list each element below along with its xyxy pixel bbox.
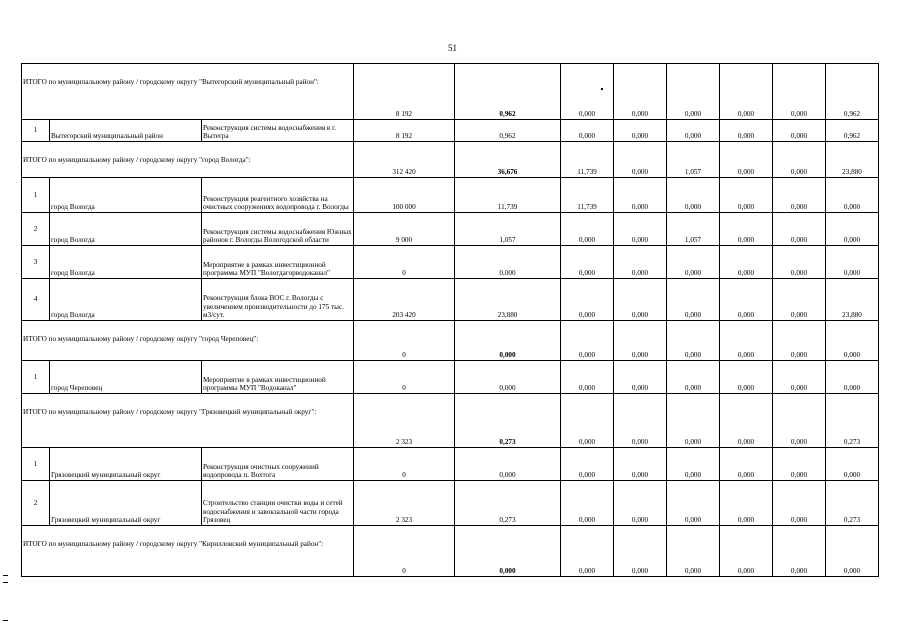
total-row — [22, 321, 879, 361]
value-cell: 0,000 — [561, 321, 614, 361]
project-cell: Реконструкция блока ВОС г. Вологды с увеличением производительности до 175 тыс. м3/сут. — [202, 279, 354, 321]
item-row — [22, 120, 879, 142]
value-cell: 0,000 — [773, 120, 826, 142]
value-cell: 11,739 — [455, 178, 561, 213]
value-cell: 0,000 — [667, 279, 720, 321]
municipality-cell: город Вологда — [50, 213, 202, 246]
value-cell: 0,000 — [826, 213, 879, 246]
value-cell: 0,273 — [826, 394, 879, 448]
value-cell: 0,000 — [667, 448, 720, 481]
value-cell: 0,000 — [720, 120, 773, 142]
margin-mark-lower — [3, 620, 8, 621]
value-cell: 1,057 — [667, 213, 720, 246]
total-row — [22, 64, 879, 120]
value-cell: 23,880 — [455, 279, 561, 321]
municipality-cell: Вытегорский муниципальный район — [50, 120, 202, 142]
value-cell: 0,000 — [720, 142, 773, 178]
project-cell: Реконструкция реагентного хозяйства на очистных сооружениях водопровода г. Вологды — [202, 178, 354, 213]
value-cell: 0,000 — [720, 526, 773, 577]
total-row — [22, 526, 879, 577]
row-number: 2 — [22, 213, 50, 246]
value-cell: 0,000 — [773, 246, 826, 279]
project-cell: Мероприятие в рамках инвестиционной программы МУП "Вологдагорводоканал" — [202, 246, 354, 279]
value-cell: 2 323 — [354, 394, 455, 448]
value-cell: 0,000 — [614, 321, 667, 361]
value-cell: 0,000 — [667, 394, 720, 448]
value-cell: 0 — [354, 361, 455, 394]
value-cell: 0,000 — [561, 246, 614, 279]
value-cell: 0 — [354, 246, 455, 279]
value-cell: 0,000 — [773, 526, 826, 577]
value-cell: 0,000 — [826, 361, 879, 394]
municipality-cell: Грязовецкий муниципальный округ — [50, 448, 202, 481]
item-row — [22, 213, 879, 246]
value-cell: 0,000 — [826, 321, 879, 361]
value-cell: 0,000 — [826, 526, 879, 577]
margin-mark — [3, 575, 8, 583]
value-cell: 0,000 — [720, 481, 773, 526]
municipality-cell: город Вологда — [50, 178, 202, 213]
value-cell: 0,962 — [455, 64, 561, 120]
value-cell: 0,000 — [614, 361, 667, 394]
item-row — [22, 448, 879, 481]
value-cell: 0,273 — [455, 481, 561, 526]
row-number: 1 — [22, 448, 50, 481]
total-row — [22, 142, 879, 178]
value-cell: 0 — [354, 448, 455, 481]
item-row — [22, 481, 879, 526]
value-cell: 0,000 — [667, 526, 720, 577]
municipality-cell: город Вологда — [50, 246, 202, 279]
value-cell: 0,000 — [773, 142, 826, 178]
value-cell: 0,000 — [667, 120, 720, 142]
value-cell: 0,000 — [561, 213, 614, 246]
value-cell: 11,739 — [561, 142, 614, 178]
value-cell: 23,880 — [826, 142, 879, 178]
value-cell: 1,057 — [667, 142, 720, 178]
project-cell: Реконструкция системы водоснабжения в г. Вытегра — [202, 120, 354, 142]
value-cell: 0,000 — [720, 213, 773, 246]
value-cell: 0,000 — [614, 142, 667, 178]
value-cell: 0,000 — [561, 526, 614, 577]
municipality-cell: Грязовецкий муниципальный округ — [50, 481, 202, 526]
value-cell: 0,000 — [561, 361, 614, 394]
value-cell: 0,000 — [773, 213, 826, 246]
value-cell: 0,000 — [455, 361, 561, 394]
value-cell: 9 000 — [354, 213, 455, 246]
total-label: ИТОГО по муниципальному району / городскому округу "город Череповец": — [23, 335, 259, 343]
project-cell: Реконструкция системы водоснабжения Южных районов г. Вологды Вологодской области — [202, 213, 354, 246]
value-cell: 0,000 — [720, 178, 773, 213]
value-cell: 0,000 — [561, 120, 614, 142]
value-cell: 2 323 — [354, 481, 455, 526]
value-cell: 0,000 — [826, 246, 879, 279]
value-cell: 0,000 — [614, 394, 667, 448]
value-cell: 0,962 — [826, 120, 879, 142]
total-row — [22, 394, 879, 448]
value-cell: 0,000 — [561, 64, 614, 120]
value-cell: 0,000 — [614, 64, 667, 120]
value-cell: 0,000 — [667, 321, 720, 361]
item-row — [22, 279, 879, 321]
value-cell: 11,739 — [561, 178, 614, 213]
value-cell: 0,000 — [614, 246, 667, 279]
row-number: 1 — [22, 178, 50, 213]
value-cell: 0,000 — [455, 321, 561, 361]
value-cell: 0,000 — [773, 64, 826, 120]
value-cell: 312 420 — [354, 142, 455, 178]
value-cell: 0,000 — [773, 178, 826, 213]
value-cell: 0,000 — [720, 279, 773, 321]
project-cell: Строительство станции очистки воды и сетей водоснабжения и завокзальной части города Грязовец — [202, 481, 354, 526]
value-cell: 0,000 — [667, 64, 720, 120]
value-cell: 8 192 — [354, 120, 455, 142]
value-cell: 0,000 — [561, 481, 614, 526]
municipality-cell: город Череповец — [50, 361, 202, 394]
row-number: 2 — [22, 481, 50, 526]
value-cell: 0,000 — [667, 481, 720, 526]
total-label: ИТОГО по муниципальному району / городскому округу "Грязовецкий муниципальный округ": — [23, 408, 317, 416]
value-cell: 0,000 — [667, 246, 720, 279]
value-cell: 0,000 — [720, 321, 773, 361]
value-cell: 0,962 — [455, 120, 561, 142]
value-cell: 0,000 — [773, 279, 826, 321]
row-number: 1 — [22, 361, 50, 394]
row-number: 3 — [22, 246, 50, 279]
value-cell: 0,273 — [455, 394, 561, 448]
item-row — [22, 361, 879, 394]
value-cell: 0,273 — [826, 481, 879, 526]
value-cell: 0,000 — [614, 481, 667, 526]
value-cell: 1,057 — [455, 213, 561, 246]
value-cell: 0,000 — [455, 448, 561, 481]
row-number: 4 — [22, 279, 50, 321]
value-cell: 0 — [354, 321, 455, 361]
value-cell: 0,962 — [826, 64, 879, 120]
total-label: ИТОГО по муниципальному району / городскому округу "Вытегорский муниципальный район": — [23, 78, 319, 86]
value-cell: 8 192 — [354, 64, 455, 120]
value-cell: 100 000 — [354, 178, 455, 213]
item-row — [22, 178, 879, 213]
value-cell: 0,000 — [773, 394, 826, 448]
value-cell: 0,000 — [720, 246, 773, 279]
value-cell: 36,676 — [455, 142, 561, 178]
municipality-cell: город Вологда — [50, 279, 202, 321]
value-cell: 0,000 — [720, 448, 773, 481]
value-cell: 0,000 — [455, 246, 561, 279]
value-cell: 0,000 — [720, 361, 773, 394]
value-cell: 0,000 — [561, 394, 614, 448]
value-cell: 0,000 — [561, 279, 614, 321]
value-cell: 0,000 — [561, 448, 614, 481]
value-cell: 0 — [354, 526, 455, 577]
value-cell: 203 420 — [354, 279, 455, 321]
value-cell: 23,880 — [826, 279, 879, 321]
value-cell: 0,000 — [614, 526, 667, 577]
value-cell: 0,000 — [614, 448, 667, 481]
row-number: 1 — [22, 120, 50, 142]
value-cell: 0,000 — [826, 448, 879, 481]
value-cell: 0,000 — [614, 120, 667, 142]
value-cell: 0,000 — [773, 321, 826, 361]
item-row — [22, 246, 879, 279]
total-label: ИТОГО по муниципальному району / городскому округу "город Вологда": — [23, 156, 251, 164]
value-cell: 0,000 — [614, 213, 667, 246]
project-cell: Мероприятие в рамках инвестиционной программы МУП "Водоканал" — [202, 361, 354, 394]
value-cell: 0,000 — [773, 448, 826, 481]
project-cell: Реконструкция очистных сооружений водопровода п. Вохтога — [202, 448, 354, 481]
value-cell: 0,000 — [667, 178, 720, 213]
funding-table — [21, 63, 879, 577]
value-cell: 0,000 — [720, 394, 773, 448]
value-cell: 0,000 — [455, 526, 561, 577]
value-cell: 0,000 — [614, 279, 667, 321]
value-cell: 0,000 — [667, 361, 720, 394]
value-cell: 0,000 — [773, 481, 826, 526]
total-label: ИТОГО по муниципальному району / городскому округу "Кирилловский муниципальный район": — [23, 540, 324, 548]
value-cell: 0,000 — [720, 64, 773, 120]
value-cell: 0,000 — [614, 178, 667, 213]
value-cell: 0,000 — [826, 178, 879, 213]
value-cell: 0,000 — [773, 361, 826, 394]
page-number: 51 — [448, 43, 457, 53]
